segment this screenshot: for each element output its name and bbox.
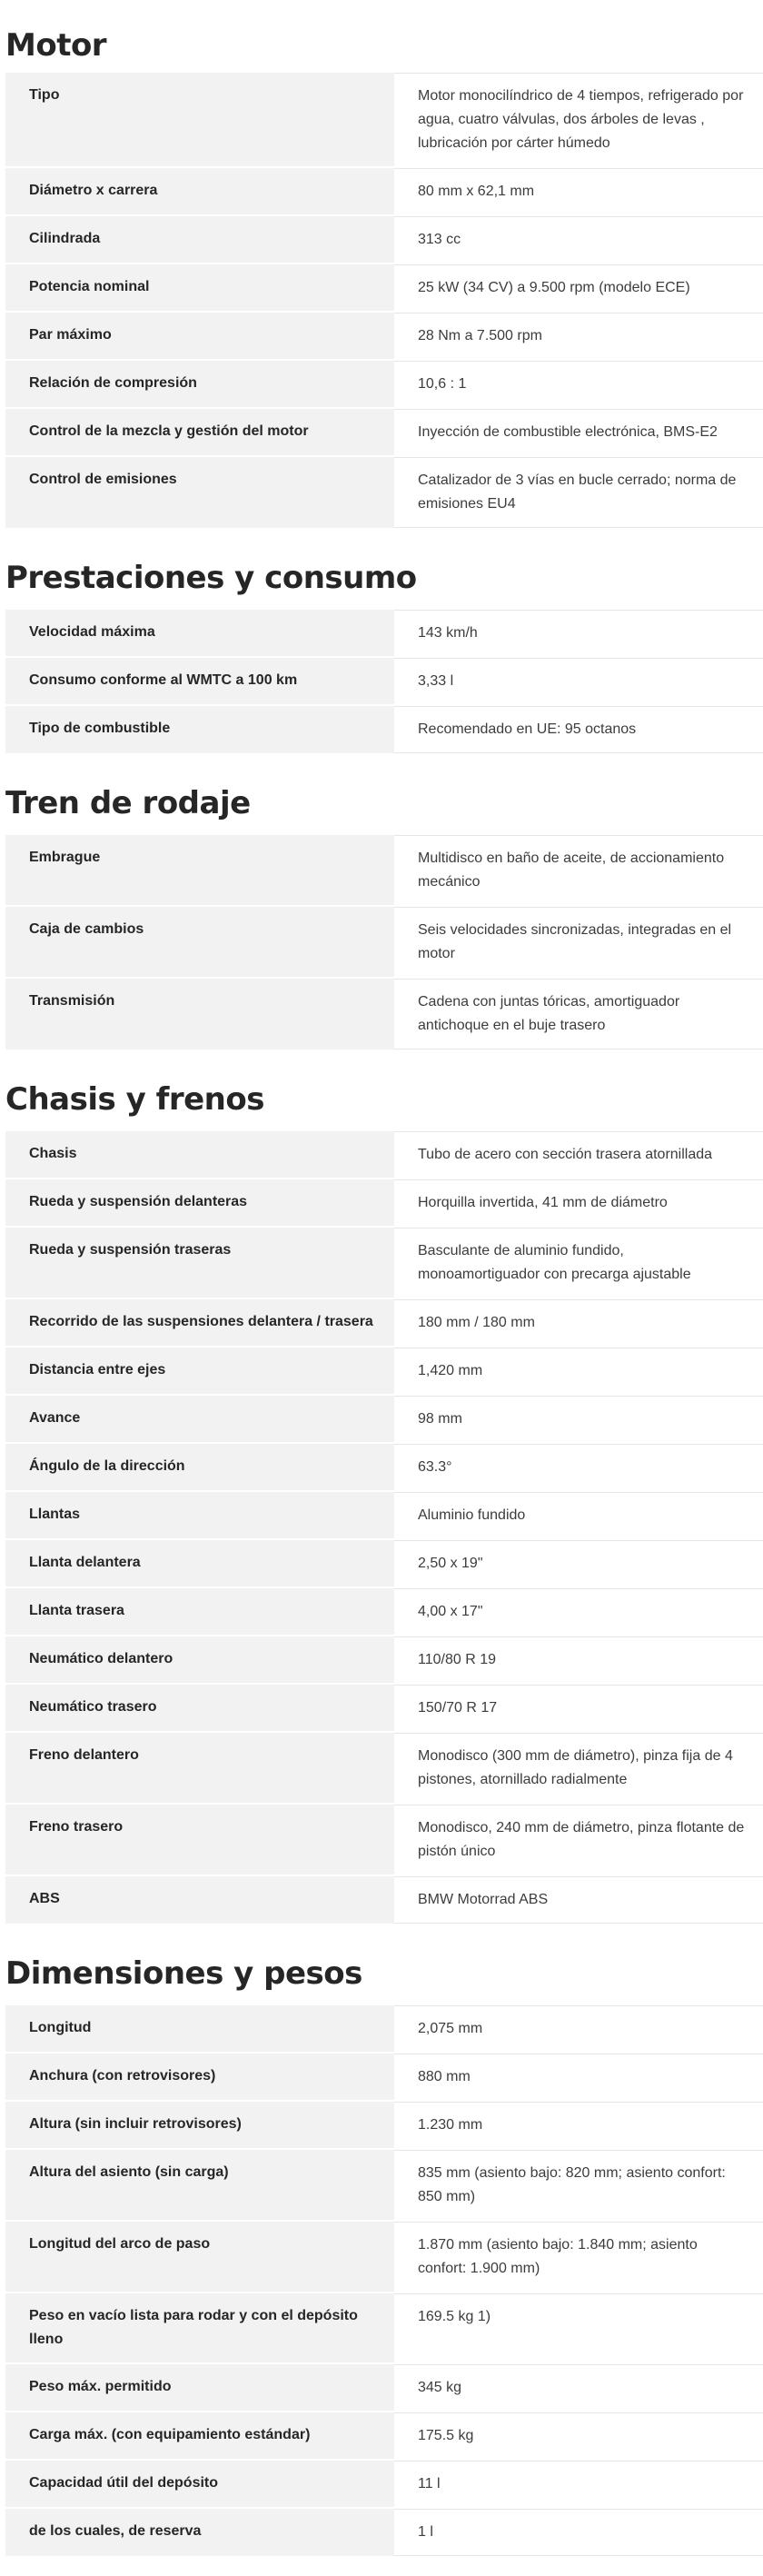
spec-value: Aluminio fundido [394, 1492, 763, 1538]
spec-row [5, 1805, 763, 1876]
spec-value: 2,50 x 19" [394, 1540, 763, 1586]
spec-value: Monodisco (300 mm de diámetro), pinza fija de 4 pistones, atornillado radialmente [394, 1733, 763, 1803]
spec-row [5, 1228, 763, 1299]
spec-row [5, 658, 763, 706]
spec-row [5, 2222, 763, 2293]
spec-row [5, 835, 763, 907]
spec-label: Longitud del arco de paso [5, 2222, 394, 2292]
spec-row [5, 2509, 763, 2558]
spec-label: Cilindrada [5, 216, 394, 263]
spec-value: Horquilla invertida, 41 mm de diámetro [394, 1179, 763, 1226]
spec-row [5, 610, 763, 658]
spec-label: Consumo conforme al WMTC a 100 km [5, 658, 394, 704]
section-prestaciones [0, 530, 763, 755]
spec-row [5, 2461, 763, 2509]
spec-row [5, 1876, 763, 1925]
spec-value: Recomendado en UE: 95 octanos [394, 706, 763, 753]
spec-row [5, 457, 763, 530]
spec-row [5, 1685, 763, 1733]
spec-label: Ángulo de la dirección [5, 1444, 394, 1490]
spec-row [5, 1492, 763, 1540]
spec-value: 143 km/h [394, 610, 763, 656]
section-dimensiones-y-pesos [0, 1925, 763, 2558]
spec-label: Neumático delantero [5, 1636, 394, 1683]
spec-value: Motor monocilíndrico de 4 tiempos, refrigerado por agua, cuatro válvulas, dos árboles de levas , lubricación por cárter húmedo [394, 73, 763, 166]
section-chasis-y-frenos [0, 1051, 763, 1925]
spec-label: Recorrido de las suspensiones delantera / trasera [5, 1299, 394, 1346]
spec-label: ABS [5, 1876, 394, 1924]
spec-table [5, 610, 763, 755]
spec-label: Embrague [5, 835, 394, 905]
spec-value: 1.870 mm (asiento bajo: 1.840 mm; asiento confort: 1.900 mm) [394, 2222, 763, 2292]
spec-row [5, 706, 763, 755]
spec-row [5, 2102, 763, 2150]
spec-row [5, 1636, 763, 1685]
spec-label: Carga máx. (con equipamiento estándar) [5, 2412, 394, 2459]
spec-value: Monodisco, 240 mm de diámetro, pinza flotante de pistón único [394, 1805, 763, 1875]
spec-row [5, 1131, 763, 1179]
spec-label: Neumático trasero [5, 1685, 394, 1731]
spec-row [5, 2293, 763, 2364]
spec-value: BMW Motorrad ABS [394, 1876, 763, 1924]
spec-row [5, 1444, 763, 1492]
spec-label: Capacidad útil del depósito [5, 2461, 394, 2507]
spec-label: Llanta delantera [5, 1540, 394, 1586]
spec-value: 10,6 : 1 [394, 361, 763, 407]
spec-value: 110/80 R 19 [394, 1636, 763, 1683]
spec-label: Altura del asiento (sin carga) [5, 2150, 394, 2220]
spec-value: 169.5 kg 1) [394, 2293, 763, 2362]
spec-value: 880 mm [394, 2054, 763, 2100]
spec-label: Diámetro x carrera [5, 168, 394, 214]
spec-value: Inyección de combustible electrónica, BMS-E2 [394, 409, 763, 455]
spec-row [5, 2054, 763, 2102]
spec-row [5, 361, 763, 409]
spec-label: Transmisión [5, 979, 394, 1049]
spec-row [5, 1396, 763, 1444]
section-title: Tren de rodaje [5, 785, 251, 821]
spec-row [5, 313, 763, 361]
spec-value: 3,33 l [394, 658, 763, 704]
spec-label: Rueda y suspensión delanteras [5, 1179, 394, 1226]
section-title: Prestaciones y consumo [5, 560, 417, 596]
spec-value: Catalizador de 3 vías en bucle cerrado; norma de emisiones EU4 [394, 457, 763, 528]
spec-row [5, 2005, 763, 2054]
spec-label: Par máximo [5, 313, 394, 359]
spec-row [5, 168, 763, 216]
spec-value: 98 mm [394, 1396, 763, 1442]
spec-value: 175.5 kg [394, 2412, 763, 2459]
spec-table [5, 73, 763, 530]
section-title: Motor [5, 27, 107, 64]
spec-table [5, 1131, 763, 1925]
section-tren-de-rodaje [0, 755, 763, 1051]
spec-label: Relación de compresión [5, 361, 394, 407]
spec-label: Chasis [5, 1131, 394, 1178]
spec-label: Llantas [5, 1492, 394, 1538]
spec-label: Potencia nominal [5, 264, 394, 311]
spec-label: Peso en vacío lista para rodar y con el depósito lleno [5, 2293, 394, 2362]
spec-row [5, 1540, 763, 1588]
spec-label: Altura (sin incluir retrovisores) [5, 2102, 394, 2148]
spec-label: de los cuales, de reserva [5, 2509, 394, 2556]
spec-row [5, 1733, 763, 1805]
spec-value: 180 mm / 180 mm [394, 1299, 763, 1346]
section-title: Chasis y frenos [5, 1081, 264, 1118]
spec-value: 345 kg [394, 2364, 763, 2411]
spec-row [5, 216, 763, 264]
spec-row [5, 409, 763, 457]
spec-table [5, 2005, 763, 2558]
spec-row [5, 2150, 763, 2222]
spec-value: 25 kW (34 CV) a 9.500 rpm (modelo ECE) [394, 264, 763, 311]
spec-row [5, 2364, 763, 2412]
spec-table [5, 835, 763, 1051]
spec-value: 63.3° [394, 1444, 763, 1490]
spec-label: Freno delantero [5, 1733, 394, 1803]
spec-label: Longitud [5, 2005, 394, 2052]
spec-label: Freno trasero [5, 1805, 394, 1875]
spec-row [5, 2412, 763, 2461]
spec-value: Tubo de acero con sección trasera atornillada [394, 1131, 763, 1178]
spec-label: Caja de cambios [5, 907, 394, 977]
spec-value: 80 mm x 62,1 mm [394, 168, 763, 214]
spec-value: Cadena con juntas tóricas, amortiguador antichoque en el buje trasero [394, 979, 763, 1049]
spec-value: 28 Nm a 7.500 rpm [394, 313, 763, 359]
spec-value: 4,00 x 17" [394, 1588, 763, 1635]
spec-value: Basculante de aluminio fundido, monoamortiguador con precarga ajustable [394, 1228, 763, 1298]
spec-value: 11 l [394, 2461, 763, 2507]
spec-label: Rueda y suspensión traseras [5, 1228, 394, 1298]
spec-label: Distancia entre ejes [5, 1348, 394, 1394]
spec-label: Control de la mezcla y gestión del motor [5, 409, 394, 455]
spec-value: 1 l [394, 2509, 763, 2556]
spec-label: Peso máx. permitido [5, 2364, 394, 2411]
spec-row [5, 73, 763, 168]
spec-value: 150/70 R 17 [394, 1685, 763, 1731]
spec-value: 835 mm (asiento bajo: 820 mm; asiento confort: 850 mm) [394, 2150, 763, 2220]
spec-label: Anchura (con retrovisores) [5, 2054, 394, 2100]
spec-label: Avance [5, 1396, 394, 1442]
spec-value: Multidisco en baño de aceite, de accionamiento mecánico [394, 835, 763, 905]
spec-value: 2,075 mm [394, 2005, 763, 2052]
section-motor [0, 0, 763, 530]
spec-value: 1,420 mm [394, 1348, 763, 1394]
spec-label: Velocidad máxima [5, 610, 394, 656]
spec-value: Seis velocidades sincronizadas, integradas en el motor [394, 907, 763, 977]
spec-label: Llanta trasera [5, 1588, 394, 1635]
spec-row [5, 979, 763, 1051]
spec-row [5, 1348, 763, 1396]
spec-row [5, 1299, 763, 1348]
spec-label: Control de emisiones [5, 457, 394, 528]
spec-row [5, 264, 763, 313]
spec-row [5, 907, 763, 979]
spec-value: 313 cc [394, 216, 763, 263]
spec-value: 1.230 mm [394, 2102, 763, 2148]
spec-label: Tipo de combustible [5, 706, 394, 753]
spec-row [5, 1588, 763, 1636]
spec-label: Tipo [5, 73, 394, 166]
spec-row [5, 1179, 763, 1228]
section-title: Dimensiones y pesos [5, 1955, 362, 1992]
